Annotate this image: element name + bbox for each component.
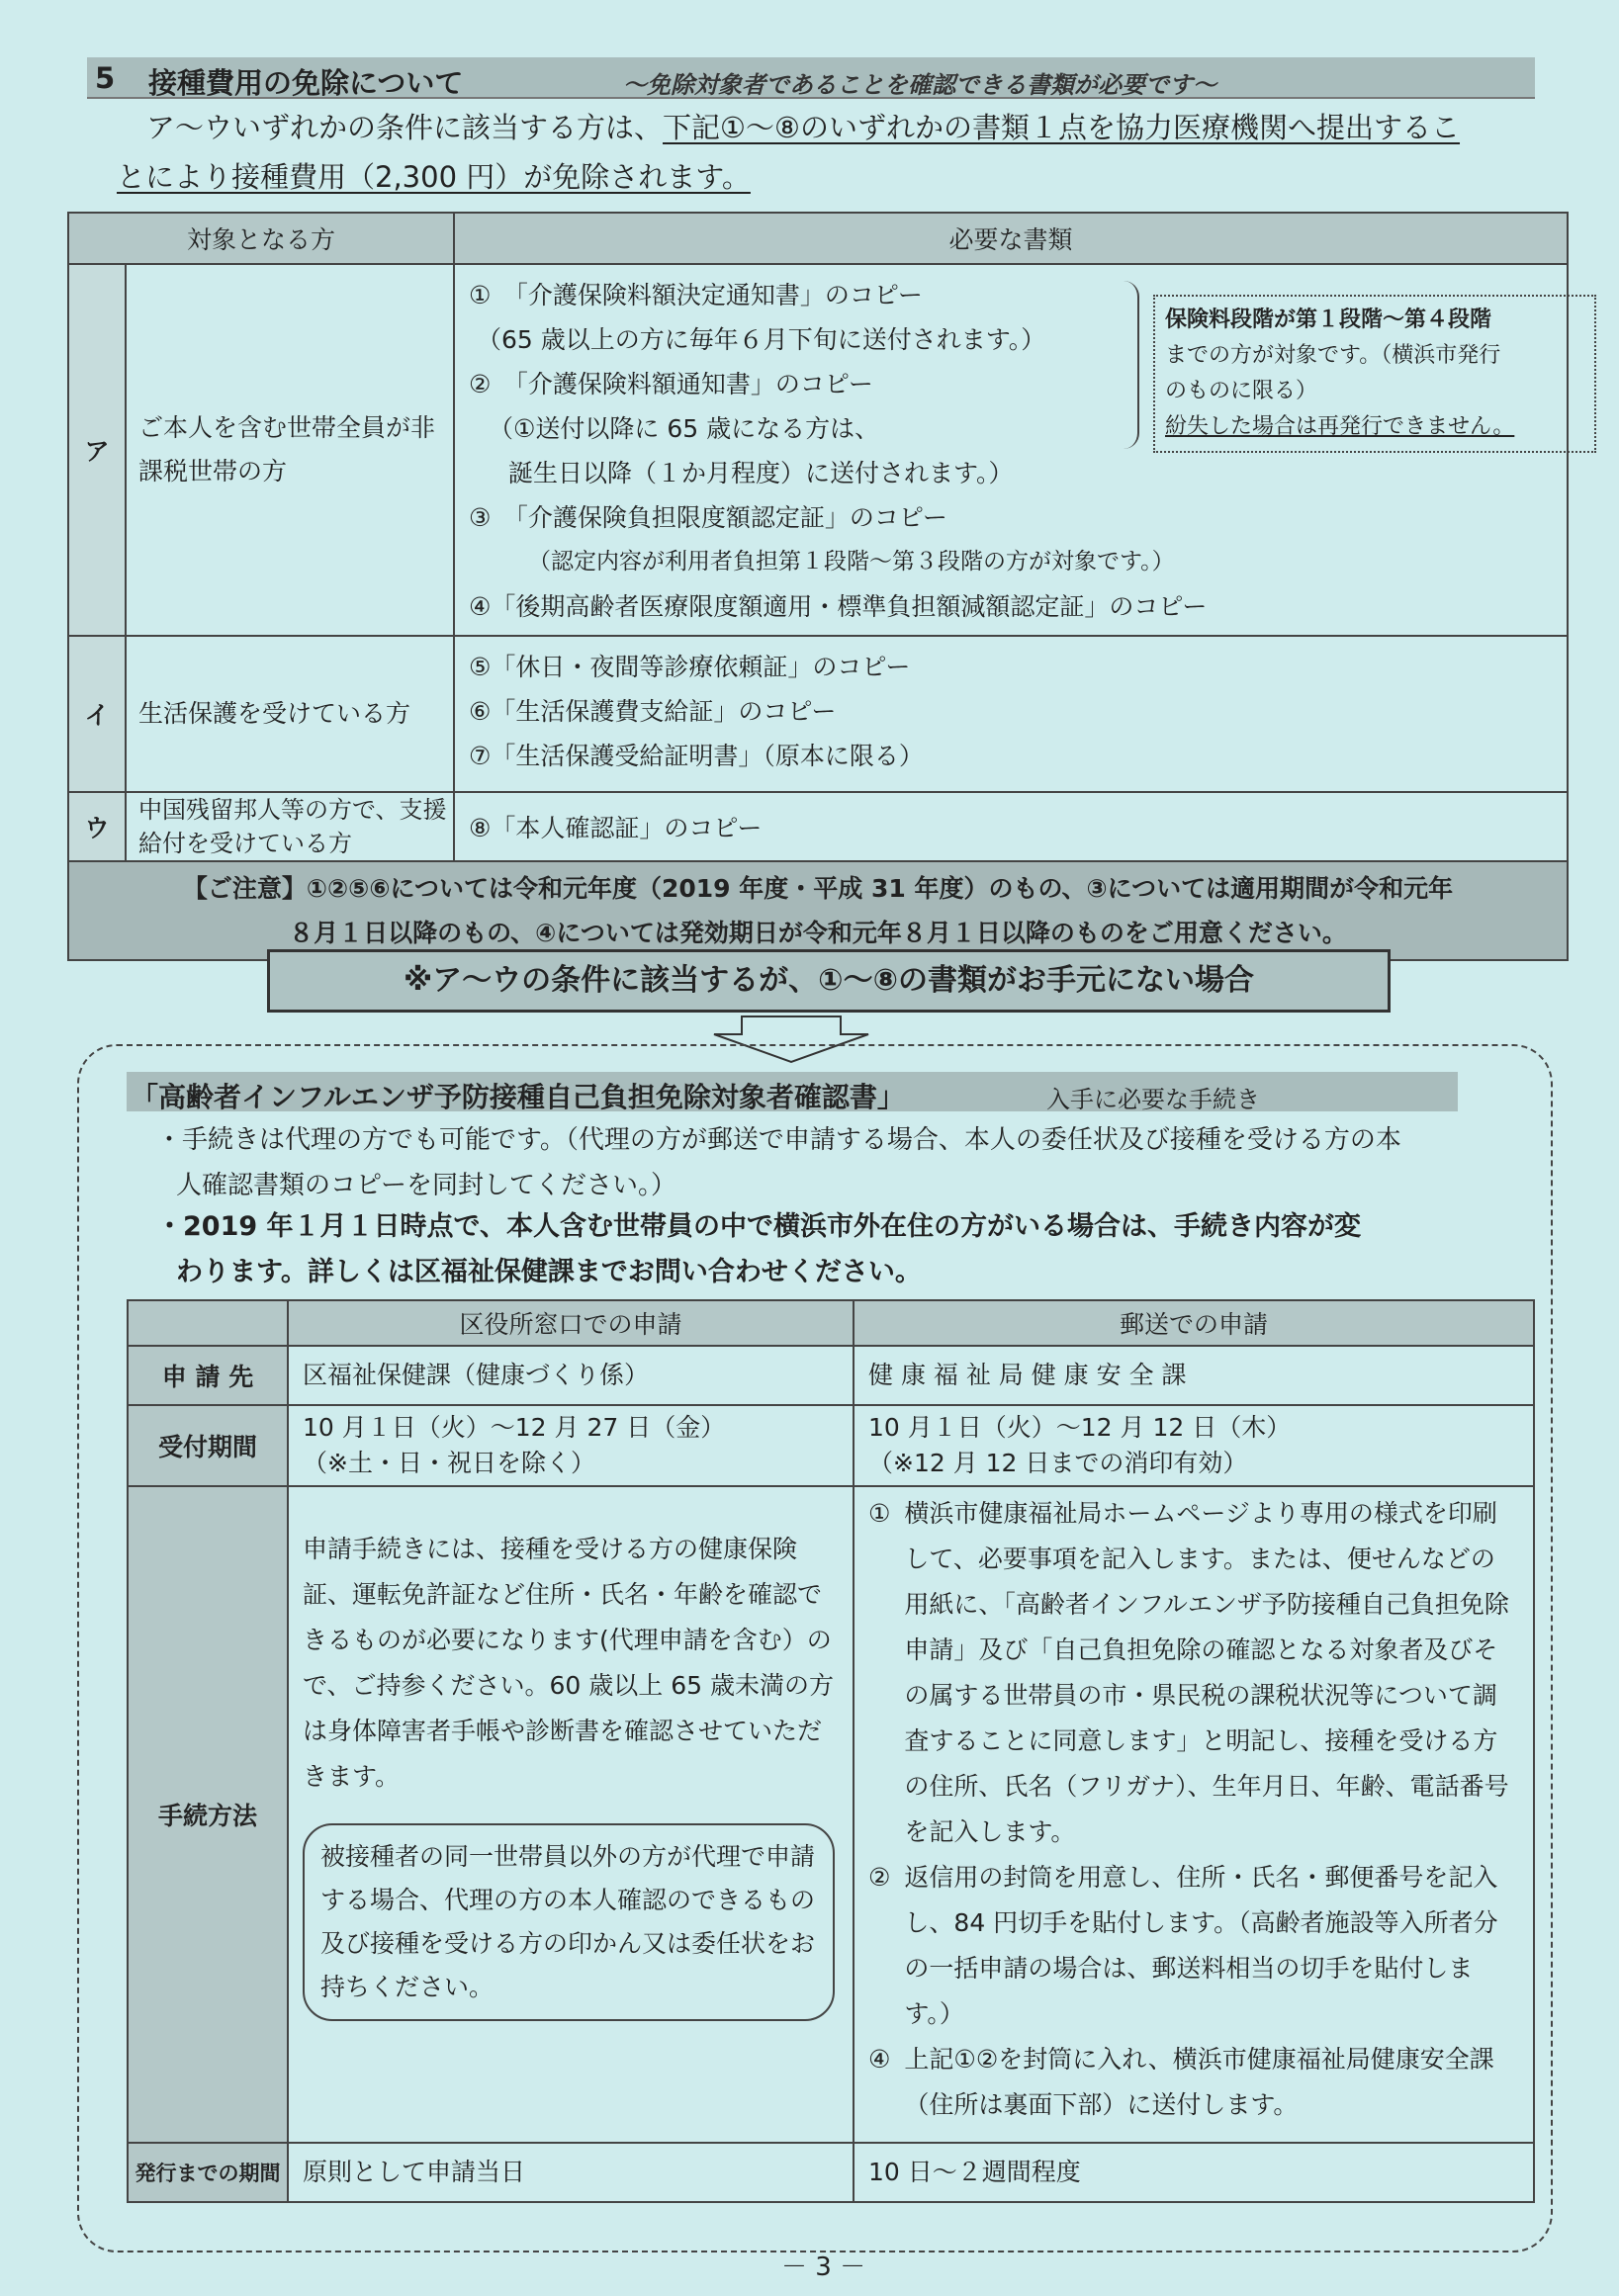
window-method: [288, 1486, 854, 2143]
bullet-1: [156, 1117, 1401, 1208]
mail-period-line: 10 月１日（火）～12 月 12 日（木）: [868, 1413, 1292, 1442]
header-window: 区役所窓口での申請: [288, 1300, 854, 1346]
bullet-2-line: わります。詳しくは区福祉保健課までお問い合わせください。: [176, 1257, 922, 1287]
mail-step: [868, 1855, 1519, 2037]
intro-text-a: ア～ウいずれかの条件に該当する方は、: [146, 111, 664, 144]
label-method: 手続方法: [128, 1486, 288, 2143]
caution-note: [68, 861, 1568, 960]
label-issue-period: 発行までの期間: [128, 2143, 288, 2202]
row-docs-i: [454, 636, 1568, 792]
window-destination: 区福祉保健課（健康づくり係）: [288, 1346, 854, 1405]
side-note-line: 紛失した場合は再発行できません。: [1165, 414, 1515, 439]
header-documents: 必要な書類: [454, 213, 1568, 264]
window-issue-period: 原則として申請当日: [288, 2143, 854, 2202]
bullet-1-line: ・手続きは代理の方でも可能です。（代理の方が郵送で申請する場合、本人の委任状及び接種を受ける方の本: [156, 1125, 1401, 1155]
side-note-line: までの方が対象です。（横浜市発行: [1165, 343, 1501, 368]
window-period-line: （※土・日・祝日を除く）: [303, 1449, 595, 1477]
procedure-table: [127, 1299, 1535, 2203]
mail-period: [854, 1405, 1534, 1486]
row-kana-u: ウ: [68, 792, 126, 861]
no-documents-callout: ※ア～ウの条件に該当するが、①～⑧の書類がお手元にない場合: [267, 949, 1391, 1013]
row-condition-a: ご本人を含む世帯全員が非課税世帯の方: [126, 264, 454, 636]
section-subtitle: ～免除対象者であることを確認できる書類が必要です～: [623, 71, 1216, 99]
doc-line: 誕生日以降（１か月程度）に送付されます。）: [508, 459, 1014, 487]
intro-text-c: とにより接種費用（2,300 円）が免除されます。: [117, 160, 751, 194]
step-text: 返信用の封筒を用意し、住所・氏名・郵便番号を記入し、84 円切手を貼付します。（高齢者施設等入所者分の一括申請の場合は、郵送料相当の切手を貼付します。）: [904, 1863, 1498, 2028]
label-period: 受付期間: [128, 1405, 288, 1486]
window-period: [288, 1405, 854, 1486]
doc-line: ⑥「生活保護費支給証」のコピー: [469, 697, 837, 726]
page-number: － 3 －: [781, 2252, 866, 2282]
side-note-line: 保険料段階が第１段階～第４段階: [1165, 308, 1492, 332]
row-kana-a: ア: [68, 264, 126, 636]
step-text: 上記①②を封筒に入れ、横浜市健康福祉局健康安全課（住所は裏面下部）に送付します。: [904, 2045, 1494, 2119]
mail-step: [868, 1491, 1519, 1855]
row-condition-i: 生活保護を受けている方: [126, 636, 454, 792]
step-number: ④: [868, 2045, 891, 2074]
intro-line-2: [117, 152, 751, 202]
mail-period-line: （※12 月 12 日までの消印有効）: [868, 1449, 1248, 1477]
subsection-title: 「高齢者インフルエンザ予防接種自己負担免除対象者確認書」: [131, 1081, 905, 1113]
brace: [1124, 281, 1139, 449]
side-note-box: [1153, 295, 1596, 453]
intro-line-1: [146, 103, 1460, 152]
row-docs-u: [454, 792, 1568, 861]
caution-line-2: ８月１日以降のもの、④については発効期日が令和元年８月１日以降のものをご用意ください。: [289, 919, 1347, 947]
caution-line-1: 【ご注意】①②⑤⑥については令和元年度（2019 年度・平成 31 年度）のもの、③については適用期間が令和元年: [182, 874, 1454, 903]
row-kana-i: イ: [68, 636, 126, 792]
bullet-2: [156, 1204, 1361, 1295]
header-mail: 郵送での申請: [854, 1300, 1534, 1346]
intro-text-b: 下記①～⑧のいずれかの書類１点を協力医療機関へ提出するこ: [663, 111, 1461, 144]
row-docs-a: [454, 264, 1568, 636]
step-number: ②: [868, 1863, 891, 1892]
section-number: 5: [95, 61, 116, 95]
window-method-text: 申請手続きには、接種を受ける方の健康保険証、運転免許証など住所・氏名・年齢を確認できるものが必要になります(代理申請を含む）ので、ご持参ください。60 歳以上 65 歳未満の方は身体障害者手帳や診断書を確認させていただきます。: [303, 1535, 834, 1791]
label-destination: 申 請 先: [128, 1346, 288, 1405]
doc-line: ③ 「介護保険負担限度額認定証」のコピー: [469, 503, 947, 532]
bullet-1-line: 人確認書類のコピーを同封してください。）: [176, 1171, 676, 1200]
side-note-line: のものに限る）: [1165, 379, 1318, 403]
doc-line: ④「後期高齢者医療限度額適用・標準負担額減額認定証」のコピー: [469, 592, 1208, 621]
mail-method: [854, 1486, 1534, 2143]
doc-line: ⑧「本人確認証」のコピー: [469, 813, 763, 842]
doc-line: （65 歳以上の方に毎年６月下旬に送付されます。）: [477, 325, 1046, 354]
exemption-table: [67, 212, 1569, 961]
step-number: ①: [868, 1499, 891, 1528]
row-condition-u: 中国残留邦人等の方で、支援給付を受けている方: [126, 792, 454, 861]
window-method-note: 被接種者の同一世帯員以外の方が代理で申請する場合、代理の方の本人確認のできるもの及び接種を受ける方の印かん又は委任状をお持ちください。: [303, 1823, 835, 2021]
doc-line: ⑤「休日・夜間等診療依頼証」のコピー: [469, 653, 911, 681]
mail-issue-period: 10 日～２週間程度: [854, 2143, 1534, 2202]
subsection-title-suffix: 入手に必要な手続き: [1046, 1086, 1260, 1113]
step-text: 横浜市健康福祉局ホームページより専用の様式を印刷して、必要事項を記入します。または、便せんなどの用紙に、「高齢者インフルエンザ予防接種自己負担免除申請」及び「自己負担免除の確認となる対象者及びその属する世帯員の市・県民税の課税状況等について調査することに同意します」と明記し、接種を受ける方の住所、氏名（フリガナ）、生年月日、年齢、電話番号を記入します。: [904, 1499, 1509, 1846]
doc-line: ② 「介護保険料額通知書」のコピー: [469, 370, 873, 398]
mail-destination: 健 康 福 祉 局 健 康 安 全 課: [854, 1346, 1534, 1405]
doc-line: （①送付以降に 65 歳になる方は、: [489, 414, 880, 443]
doc-line: （認定内容が利用者負担第１段階～第３段階の方が対象です。）: [528, 549, 1175, 574]
corner-cell: [128, 1300, 288, 1346]
header-target: 対象となる方: [68, 213, 454, 264]
doc-line: ① 「介護保険料額決定通知書」のコピー: [469, 281, 923, 309]
section-title: 接種費用の免除について: [148, 66, 464, 100]
window-period-line: 10 月１日（火）～12 月 27 日（金）: [303, 1413, 726, 1442]
doc-line: ⑦「生活保護受給証明書」（原本に限る）: [469, 742, 924, 770]
mail-step: [868, 2037, 1519, 2128]
bullet-2-line: ・2019 年１月１日時点で、本人含む世帯員の中で横浜市外在住の方がいる場合は、手続き内容が変: [156, 1211, 1362, 1242]
